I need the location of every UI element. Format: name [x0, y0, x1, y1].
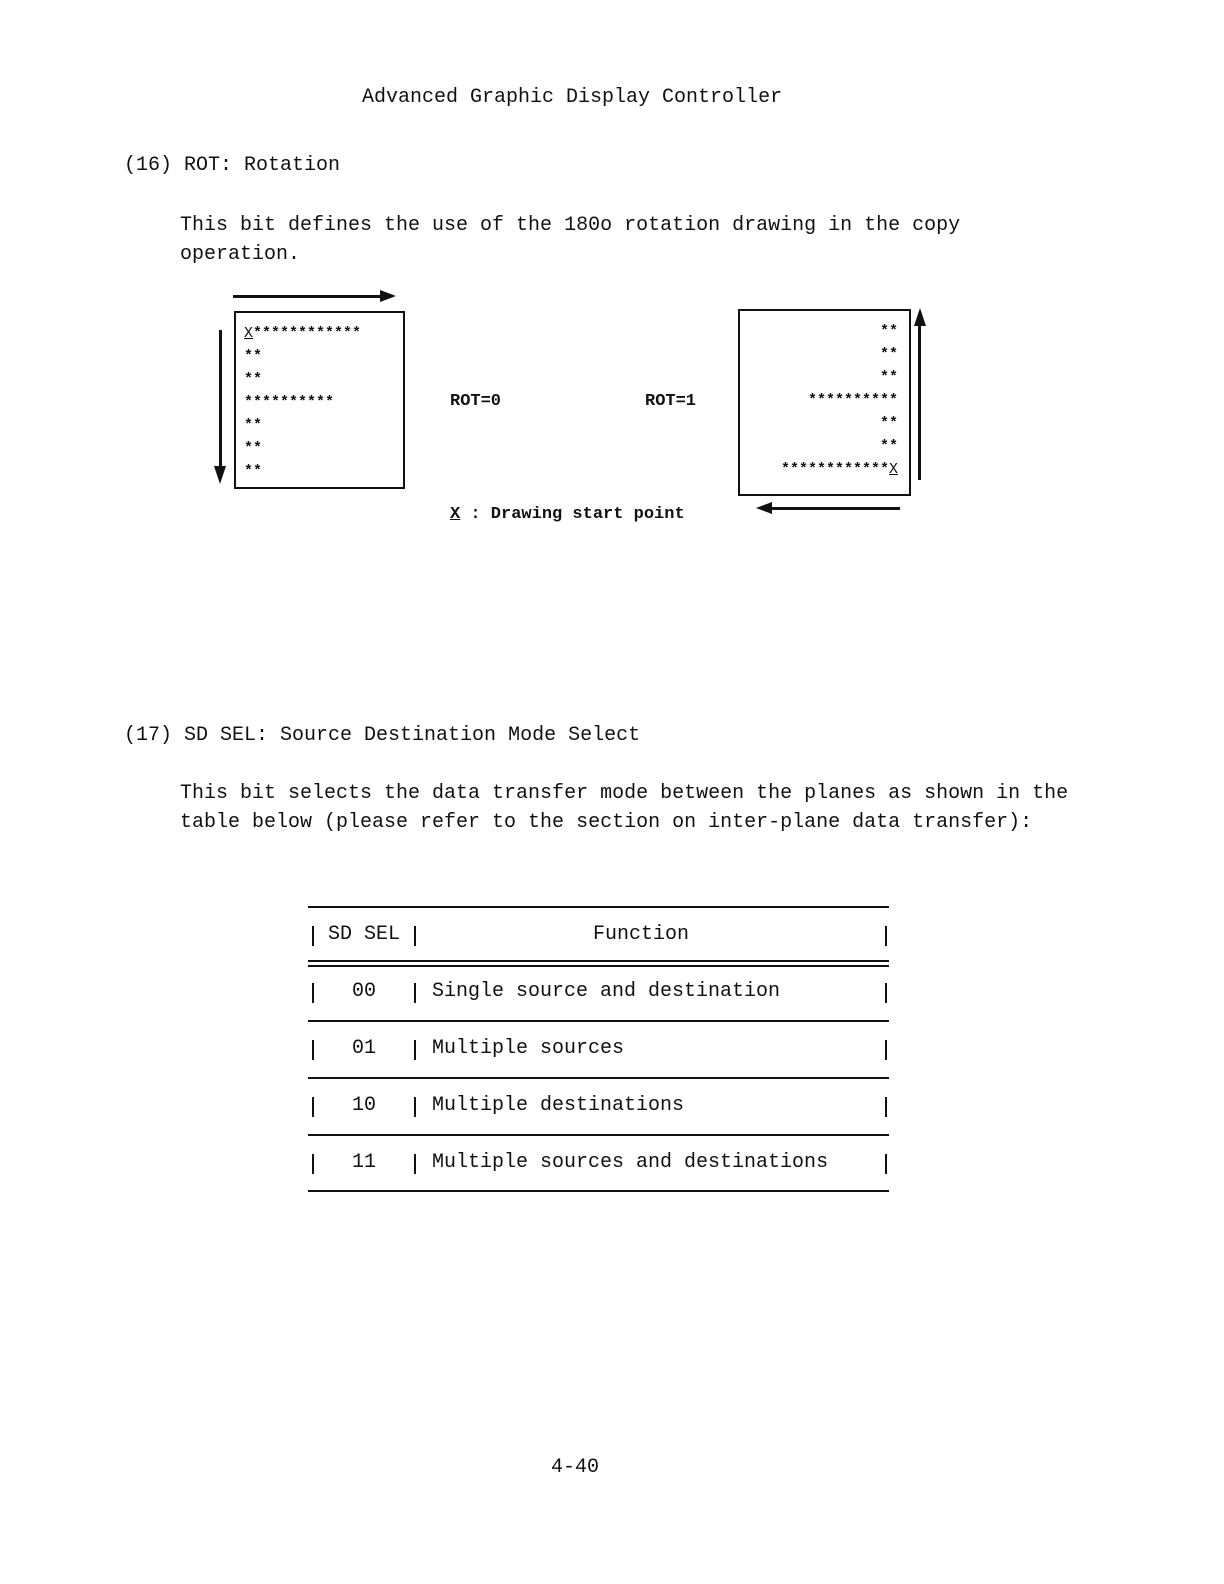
rot0-line: ** — [244, 348, 263, 365]
legend — [450, 505, 685, 524]
table-bar — [312, 983, 314, 1003]
section-17-heading: (17) SD SEL: Source Destination Mode Select — [124, 724, 641, 747]
section-16-body-line1: This bit defines the use of the 180o rotation drawing in the copy — [180, 214, 961, 237]
rot1-pattern — [746, 320, 898, 481]
table-bar — [312, 1097, 314, 1117]
table-bar — [414, 1154, 416, 1174]
page-header: Advanced Graphic Display Controller — [362, 86, 783, 109]
rot1-line: ** — [879, 369, 898, 386]
table-cell-code: 00 — [352, 980, 377, 1003]
section-16-heading: (16) ROT: Rotation — [124, 154, 341, 177]
rot0-line: ********** — [244, 394, 335, 411]
rot0-pattern — [244, 322, 361, 483]
table-bar — [414, 983, 416, 1003]
rot0-line: ** — [244, 463, 263, 480]
rot1-line: ** — [879, 323, 898, 340]
arrow-down-line — [219, 330, 222, 470]
table-bar — [885, 926, 887, 946]
legend-text: : Drawing start point — [460, 505, 685, 524]
table-rule — [308, 1020, 889, 1022]
table-bar — [414, 1040, 416, 1060]
arrow-up-line — [918, 324, 921, 480]
page-number: 4-40 — [551, 1456, 600, 1479]
legend-x: X — [450, 505, 461, 524]
table-rule-double — [308, 960, 889, 962]
table-bar — [312, 1154, 314, 1174]
table-bar — [312, 926, 314, 946]
label-rot1: ROT=1 — [645, 392, 697, 411]
table-bar — [885, 983, 887, 1003]
section-16-body-line2: operation. — [180, 243, 301, 266]
table-cell-code: 10 — [352, 1094, 377, 1117]
table-bar — [312, 1040, 314, 1060]
table-cell-function: Single source and destination — [432, 980, 781, 1003]
rot1-line: ** — [879, 438, 898, 455]
table-bar — [885, 1097, 887, 1117]
table-rule-double — [308, 965, 889, 967]
table-cell-function: Multiple destinations — [432, 1094, 685, 1117]
table-rule — [308, 906, 889, 908]
label-rot0: ROT=0 — [450, 392, 502, 411]
table-header-sd-sel: SD SEL — [328, 923, 401, 946]
arrow-down-head-icon — [213, 466, 227, 484]
arrow-right-line — [233, 295, 385, 298]
table-cell-function: Multiple sources — [432, 1037, 625, 1060]
rot1-line: ********** — [807, 392, 898, 409]
rot0-line: ** — [244, 417, 263, 434]
table-rule — [308, 1190, 889, 1192]
table-cell-code: 01 — [352, 1037, 377, 1060]
table-header-function: Function — [593, 923, 690, 946]
table-bar — [414, 926, 416, 946]
rot1-line: ** — [879, 415, 898, 432]
section-17-body-line1: This bit selects the data transfer mode between the planes as shown in the — [180, 782, 1069, 805]
table-bar — [885, 1040, 887, 1060]
rot1-line: ** — [879, 346, 898, 363]
section-17-body-line2: table below (please refer to the section on inter-plane data transfer): — [180, 811, 1033, 834]
rot0-line: ** — [244, 440, 263, 457]
table-cell-function: Multiple sources and destinations — [432, 1151, 829, 1174]
table-rule — [308, 1077, 889, 1079]
table-cell-code: 11 — [352, 1151, 377, 1174]
table-bar — [885, 1154, 887, 1174]
arrow-right-head-icon — [380, 289, 396, 303]
rot1-line: ************X — [780, 461, 898, 478]
rot0-line: X************ — [244, 325, 362, 342]
rot0-line: ** — [244, 371, 263, 388]
table-rule — [308, 1134, 889, 1136]
table-bar — [414, 1097, 416, 1117]
arrow-left-line — [770, 507, 900, 510]
